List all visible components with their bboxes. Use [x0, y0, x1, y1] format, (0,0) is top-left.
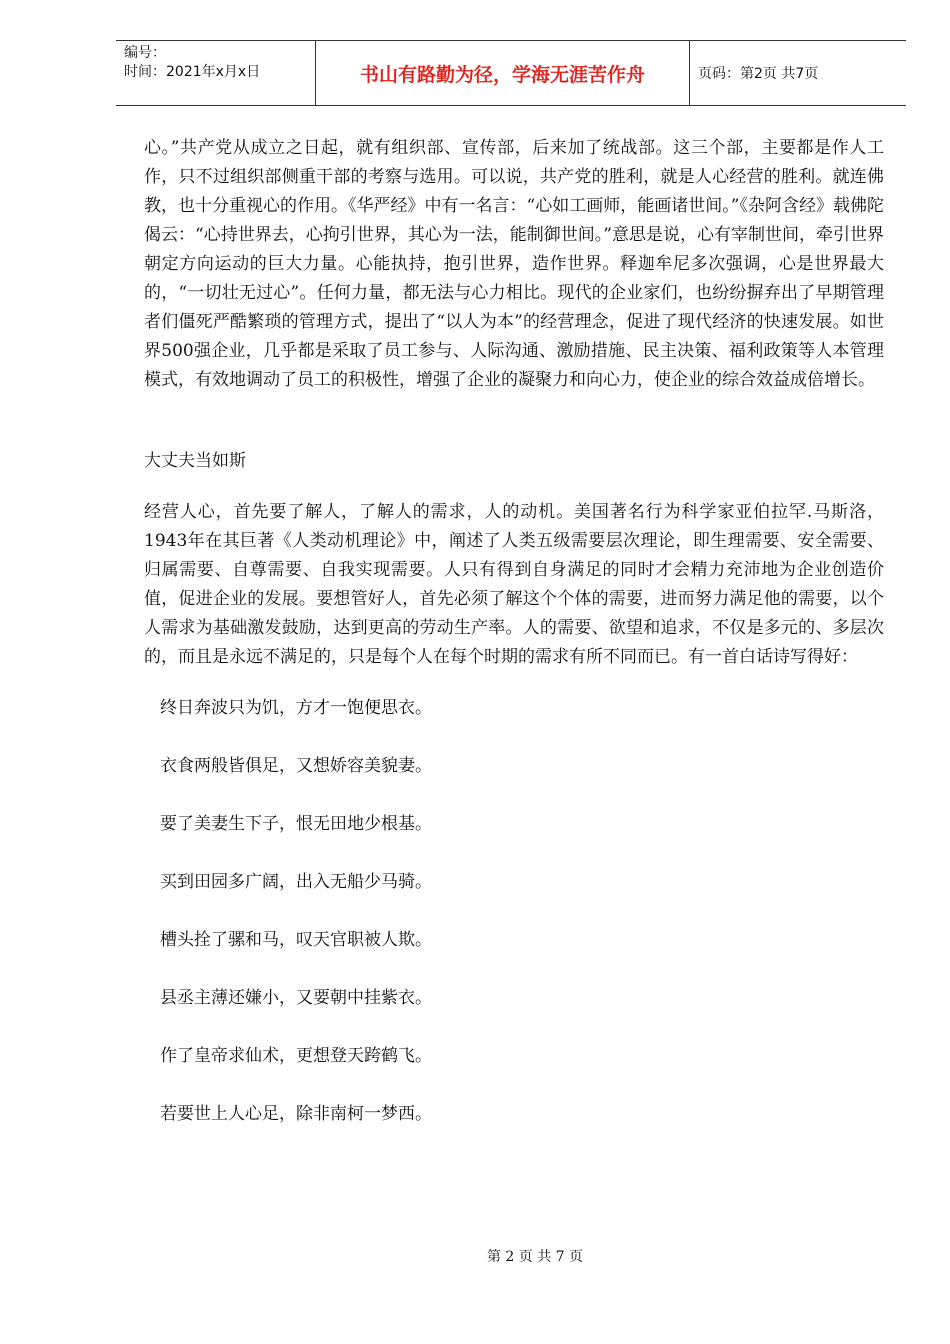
header-motto: 书山有路勤为径，学海无涯苦作舟 [316, 41, 690, 105]
poem-line: 要了美妻生下子，恨无田地少根基。 [160, 814, 432, 834]
section-title: 大丈夫当如斯 [144, 451, 246, 471]
poem-line: 作了皇帝求仙术，更想登天跨鹤飞。 [160, 1046, 432, 1066]
document-time-label: 时间：2021年x月x日 [124, 64, 261, 80]
page-footer: 第 2 页 共 7 页 [486, 1249, 584, 1265]
spacer [144, 476, 884, 498]
page-header [116, 40, 906, 106]
poem-line: 若要世上人心足，除非南柯一梦西。 [160, 1104, 432, 1124]
body-paragraph-2: 经营人心，首先要了解人，了解人的需求，人的动机。美国著名行为科学家亚伯拉罕.马斯洛，1943年在其巨著《人类动机理论》中，阐述了人类五级需要层次理论，即生理需要、安全需要、归属需要、自尊需要、自我实现需要。人只有得到自身满足的同时才会精力充沛地为企业创造价值，促进企业的发展。要想管好人，首先必须了解这个个体的需要，进而努力满足他的需要，以个人需求为基础激发鼓励，达到更高的劳动生产率。人的需要、欲望和追求，不仅是多元的、多层次的，而且是永远不满足的，只是每个人在每个时期的需求有所不同而已。有一首白话诗写得好： [144, 502, 884, 667]
spacer [144, 672, 884, 694]
poem-line: 县丞主薄还嫌小，又要朝中挂紫衣。 [160, 988, 432, 1008]
poem-line: 槽头拴了骡和马，叹天官职被人欺。 [160, 930, 432, 950]
poem-line: 终日奔波只为饥，方才一饱便思衣。 [160, 698, 432, 718]
body-paragraph-1: 心。”共产党从成立之日起，就有组织部、宣传部，后来加了统战部。这三个部，主要都是作人工作，只不过组织部侧重干部的考察与选用。可以说，共产党的胜利，就是人心经营的胜利。就连佛教，也十分重视心的作用。《华严经》中有一名言：“心如工画师，能画诸世间。”《杂阿含经》载佛陀偈云：“心持世界去，心拘引世界，其心为一法，能制御世间。”意思是说，心有宰制世间，牵引世界朝定方向运动的巨大力量。心能执持，抱引世界，造作世界。释迦牟尼多次强调，心是世界最大的，“一切壮无过心”。任何力量，都无法与心力相比。现代的企业家们，也纷纷摒弃出了早期管理者们僵死严酷繁琐的管理方式，提出了“以人为本”的经营理念，促进了现代经济的快速发展。如世界500强企业，几乎都是采取了员工参与、人际沟通、激励措施、民主决策、福利政策等人本管理模式，有效地调动了员工的积极性，增强了企业的凝聚力和向心力，使企业的综合效益成倍增长。 [144, 138, 884, 390]
poem-line: 衣食两般皆俱足，又想娇容美貌妻。 [160, 756, 432, 776]
poem [144, 694, 884, 1129]
header-meta [116, 41, 316, 105]
spacer [144, 395, 884, 447]
poem-line: 买到田园多广阔，出入无船少马骑。 [160, 872, 432, 892]
document-body [144, 134, 884, 1158]
document-number-label: 编号： [124, 45, 166, 61]
header-page-info: 页码：第2页 共7页 [698, 66, 819, 82]
